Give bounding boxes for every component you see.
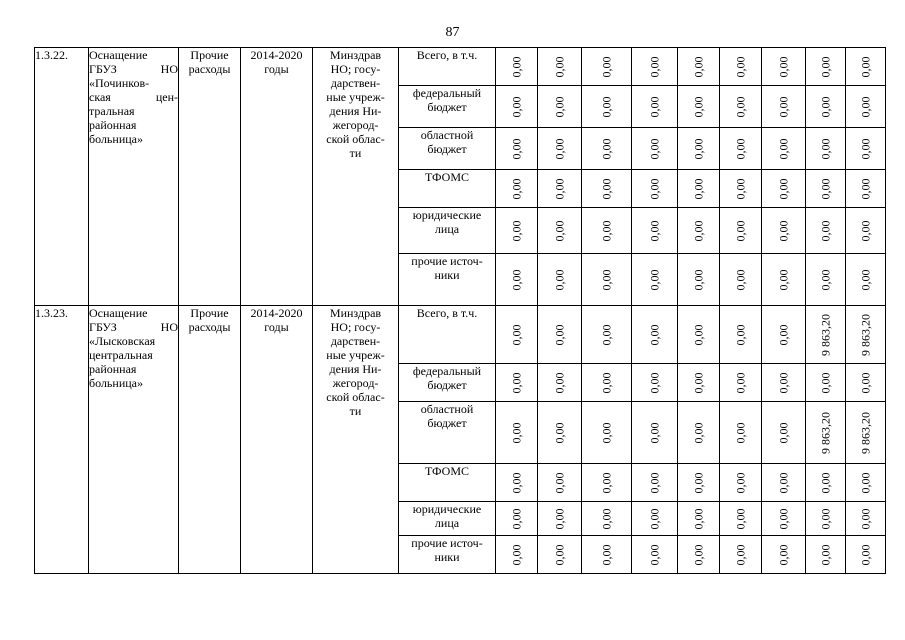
value-text: 0,00 bbox=[599, 96, 613, 117]
value-cell bbox=[762, 208, 806, 254]
value-cell bbox=[632, 306, 678, 364]
value-cell bbox=[496, 502, 538, 536]
value-cell bbox=[538, 128, 582, 170]
value-text: 0,00 bbox=[858, 508, 872, 529]
value-text: 0,00 bbox=[509, 138, 523, 159]
value-text: 0,00 bbox=[776, 269, 790, 290]
value-cell bbox=[720, 128, 762, 170]
value-text: 0,00 bbox=[509, 178, 523, 199]
value-text: 0,00 bbox=[691, 372, 705, 393]
text-line: юридические bbox=[412, 502, 482, 516]
value-cell bbox=[678, 502, 720, 536]
value-cell bbox=[678, 464, 720, 502]
value-cell bbox=[538, 364, 582, 402]
text-line: лица bbox=[434, 222, 460, 236]
value-cell bbox=[582, 170, 632, 208]
value-cell bbox=[846, 208, 886, 254]
value-cell bbox=[720, 254, 762, 306]
value-text: 0,00 bbox=[509, 372, 523, 393]
item-name-line: ГБУЗ НО bbox=[89, 62, 178, 76]
value-text: 0,00 bbox=[818, 220, 832, 241]
value-text: 0,00 bbox=[509, 508, 523, 529]
expense-type bbox=[179, 48, 241, 306]
text-line: федеральный bbox=[412, 364, 482, 378]
value-text: 0,00 bbox=[733, 422, 747, 443]
value-text: 0,00 bbox=[776, 472, 790, 493]
value-text: 0,00 bbox=[552, 138, 566, 159]
text-line: НО; госу- bbox=[330, 62, 381, 76]
value-cell bbox=[846, 306, 886, 364]
value-text: 0,00 bbox=[552, 269, 566, 290]
text-line: годы bbox=[264, 320, 289, 334]
text-line: 2014-2020 bbox=[250, 306, 303, 320]
text-line: бюджет bbox=[427, 142, 467, 156]
funding-source bbox=[399, 306, 496, 364]
value-cell bbox=[632, 208, 678, 254]
value-cell bbox=[678, 536, 720, 574]
value-cell bbox=[846, 402, 886, 464]
item-name-line: районная bbox=[89, 118, 137, 132]
text-line: 2014-2020 bbox=[250, 48, 303, 62]
text-line: ской облас- bbox=[326, 132, 385, 146]
value-text: 0,00 bbox=[599, 138, 613, 159]
text-line: ные учреж- bbox=[326, 90, 385, 104]
value-cell bbox=[678, 86, 720, 128]
value-text: 9 863,20 bbox=[858, 411, 872, 454]
value-cell bbox=[582, 402, 632, 464]
value-text: 0,00 bbox=[858, 372, 872, 393]
funding-table bbox=[34, 47, 886, 574]
value-cell bbox=[762, 170, 806, 208]
value-text: 0,00 bbox=[776, 372, 790, 393]
value-cell bbox=[538, 48, 582, 86]
value-text: 0,00 bbox=[858, 96, 872, 117]
value-text: 0,00 bbox=[552, 56, 566, 77]
value-cell bbox=[720, 86, 762, 128]
value-text: 0,00 bbox=[647, 508, 661, 529]
value-cell bbox=[720, 536, 762, 574]
table-row bbox=[35, 48, 886, 86]
value-text: 0,00 bbox=[552, 544, 566, 565]
value-cell bbox=[806, 48, 846, 86]
item-name-line: Оснащение bbox=[89, 306, 148, 320]
value-text: 0,00 bbox=[858, 472, 872, 493]
value-text: 0,00 bbox=[599, 324, 613, 345]
item-name-line: ская цен- bbox=[89, 90, 178, 104]
value-text: 0,00 bbox=[776, 422, 790, 443]
value-text: 0,00 bbox=[599, 178, 613, 199]
value-cell bbox=[538, 170, 582, 208]
value-cell bbox=[720, 402, 762, 464]
value-text: 0,00 bbox=[733, 544, 747, 565]
item-number: 1.3.22. bbox=[35, 48, 89, 306]
value-text: 0,00 bbox=[509, 269, 523, 290]
value-cell bbox=[496, 254, 538, 306]
period bbox=[241, 48, 313, 306]
value-cell bbox=[678, 306, 720, 364]
value-text: 0,00 bbox=[733, 269, 747, 290]
value-cell bbox=[720, 208, 762, 254]
value-cell bbox=[582, 502, 632, 536]
value-cell bbox=[678, 254, 720, 306]
value-cell bbox=[632, 86, 678, 128]
value-cell bbox=[846, 86, 886, 128]
value-cell bbox=[846, 536, 886, 574]
text-line: годы bbox=[264, 62, 289, 76]
text-line: областной bbox=[420, 402, 474, 416]
text-line: ской облас- bbox=[326, 390, 385, 404]
value-cell bbox=[496, 170, 538, 208]
value-text: 0,00 bbox=[776, 56, 790, 77]
value-text: 0,00 bbox=[818, 56, 832, 77]
value-text: 0,00 bbox=[599, 422, 613, 443]
value-text: 0,00 bbox=[647, 472, 661, 493]
value-text: 0,00 bbox=[691, 269, 705, 290]
text-line: расходы bbox=[188, 62, 231, 76]
text-line: Всего, в т.ч. bbox=[416, 306, 478, 320]
value-cell bbox=[496, 48, 538, 86]
text-line: бюджет bbox=[427, 378, 467, 392]
value-cell bbox=[806, 464, 846, 502]
text-line: Минздрав bbox=[329, 48, 382, 62]
item-name-line: «Лысковская bbox=[89, 334, 156, 348]
item-number: 1.3.23. bbox=[35, 306, 89, 574]
value-text: 0,00 bbox=[776, 508, 790, 529]
value-text: 0,00 bbox=[858, 138, 872, 159]
funding-source bbox=[399, 128, 496, 170]
item-name-line: больница» bbox=[89, 376, 143, 390]
value-cell bbox=[496, 306, 538, 364]
value-text: 0,00 bbox=[733, 56, 747, 77]
value-cell bbox=[720, 464, 762, 502]
value-cell bbox=[496, 464, 538, 502]
value-text: 0,00 bbox=[599, 56, 613, 77]
value-text: 0,00 bbox=[818, 178, 832, 199]
value-cell bbox=[762, 364, 806, 402]
value-text: 0,00 bbox=[776, 138, 790, 159]
text-line: ные учреж- bbox=[326, 348, 385, 362]
value-text: 0,00 bbox=[552, 472, 566, 493]
value-text: 0,00 bbox=[599, 472, 613, 493]
value-cell bbox=[538, 502, 582, 536]
value-text: 0,00 bbox=[691, 324, 705, 345]
text-line: лица bbox=[434, 516, 460, 530]
value-cell bbox=[762, 464, 806, 502]
value-text: 0,00 bbox=[509, 96, 523, 117]
value-text: 0,00 bbox=[647, 324, 661, 345]
value-text: 0,00 bbox=[552, 96, 566, 117]
value-cell bbox=[720, 364, 762, 402]
value-text: 0,00 bbox=[733, 372, 747, 393]
value-cell bbox=[632, 254, 678, 306]
value-text: 0,00 bbox=[691, 96, 705, 117]
value-text: 0,00 bbox=[691, 138, 705, 159]
text-line: дения Ни- bbox=[329, 362, 382, 376]
value-cell bbox=[496, 536, 538, 574]
funding-source bbox=[399, 86, 496, 128]
value-cell bbox=[678, 170, 720, 208]
funding-source bbox=[399, 402, 496, 464]
value-text: 0,00 bbox=[647, 96, 661, 117]
value-text: 0,00 bbox=[691, 178, 705, 199]
value-text: 0,00 bbox=[776, 544, 790, 565]
value-text: 0,00 bbox=[647, 544, 661, 565]
value-text: 0,00 bbox=[733, 138, 747, 159]
text-line: жегород- bbox=[332, 376, 379, 390]
value-text: 0,00 bbox=[691, 422, 705, 443]
item-name bbox=[89, 48, 179, 306]
value-cell bbox=[632, 48, 678, 86]
text-line: дарствен- bbox=[330, 334, 381, 348]
value-text: 0,00 bbox=[818, 508, 832, 529]
value-cell bbox=[582, 364, 632, 402]
text-line: юридические bbox=[412, 208, 482, 222]
value-text: 0,00 bbox=[776, 178, 790, 199]
value-text: 0,00 bbox=[733, 472, 747, 493]
value-cell bbox=[582, 208, 632, 254]
value-cell bbox=[762, 306, 806, 364]
value-cell bbox=[846, 502, 886, 536]
value-cell bbox=[806, 170, 846, 208]
value-text: 0,00 bbox=[818, 472, 832, 493]
value-text: 0,00 bbox=[647, 178, 661, 199]
funding-source bbox=[399, 502, 496, 536]
value-cell bbox=[538, 254, 582, 306]
value-cell bbox=[582, 128, 632, 170]
value-cell bbox=[632, 502, 678, 536]
value-cell bbox=[762, 48, 806, 86]
text-line: жегород- bbox=[332, 118, 379, 132]
value-text: 9 863,20 bbox=[858, 313, 872, 356]
value-text: 0,00 bbox=[552, 324, 566, 345]
page-number: 87 bbox=[445, 25, 460, 40]
value-text: 0,00 bbox=[509, 544, 523, 565]
funding-source bbox=[399, 364, 496, 402]
executor bbox=[313, 48, 399, 306]
table-row bbox=[35, 306, 886, 364]
value-text: 0,00 bbox=[691, 472, 705, 493]
value-cell bbox=[582, 48, 632, 86]
value-text: 0,00 bbox=[509, 220, 523, 241]
value-cell bbox=[632, 536, 678, 574]
value-text: 0,00 bbox=[776, 220, 790, 241]
text-line: ники bbox=[434, 550, 460, 564]
value-text: 0,00 bbox=[509, 324, 523, 345]
funding-source bbox=[399, 536, 496, 574]
value-text: 0,00 bbox=[691, 508, 705, 529]
value-cell bbox=[846, 170, 886, 208]
value-text: 0,00 bbox=[776, 96, 790, 117]
value-cell bbox=[496, 86, 538, 128]
value-cell bbox=[762, 502, 806, 536]
text-line: Прочие bbox=[190, 48, 229, 62]
text-line: дения Ни- bbox=[329, 104, 382, 118]
value-text: 0,00 bbox=[509, 56, 523, 77]
value-text: 0,00 bbox=[647, 269, 661, 290]
value-cell bbox=[720, 48, 762, 86]
value-cell bbox=[678, 364, 720, 402]
value-cell bbox=[846, 464, 886, 502]
value-cell bbox=[582, 536, 632, 574]
value-cell bbox=[806, 86, 846, 128]
value-cell bbox=[762, 254, 806, 306]
value-text: 0,00 bbox=[599, 508, 613, 529]
text-line: дарствен- bbox=[330, 76, 381, 90]
value-cell bbox=[496, 402, 538, 464]
value-cell bbox=[678, 48, 720, 86]
value-text: 0,00 bbox=[552, 178, 566, 199]
item-name-line: больница» bbox=[89, 132, 143, 146]
value-cell bbox=[582, 254, 632, 306]
expense-type bbox=[179, 306, 241, 574]
text-line: ТФОМС bbox=[424, 464, 470, 478]
value-cell bbox=[846, 48, 886, 86]
value-text: 0,00 bbox=[691, 544, 705, 565]
value-cell bbox=[806, 254, 846, 306]
value-text: 0,00 bbox=[647, 56, 661, 77]
value-cell bbox=[632, 128, 678, 170]
value-cell bbox=[632, 364, 678, 402]
value-cell bbox=[806, 364, 846, 402]
value-cell bbox=[538, 86, 582, 128]
value-cell bbox=[806, 402, 846, 464]
value-text: 0,00 bbox=[647, 138, 661, 159]
value-cell bbox=[496, 364, 538, 402]
text-line: ти bbox=[349, 404, 362, 418]
text-line: Всего, в т.ч. bbox=[416, 48, 478, 62]
value-cell bbox=[538, 402, 582, 464]
text-line: расходы bbox=[188, 320, 231, 334]
value-text: 0,00 bbox=[818, 544, 832, 565]
value-cell bbox=[806, 306, 846, 364]
value-cell bbox=[538, 536, 582, 574]
value-text: 0,00 bbox=[647, 422, 661, 443]
value-cell bbox=[762, 128, 806, 170]
value-text: 0,00 bbox=[599, 372, 613, 393]
text-line: бюджет bbox=[427, 416, 467, 430]
item-name-line: Оснащение bbox=[89, 48, 148, 62]
text-line: Прочие bbox=[190, 306, 229, 320]
item-name-line: районная bbox=[89, 362, 137, 376]
value-cell bbox=[582, 306, 632, 364]
funding-source bbox=[399, 170, 496, 208]
value-text: 0,00 bbox=[733, 508, 747, 529]
value-text: 0,00 bbox=[552, 372, 566, 393]
value-cell bbox=[846, 128, 886, 170]
value-cell bbox=[846, 364, 886, 402]
value-text: 0,00 bbox=[858, 56, 872, 77]
value-text: 0,00 bbox=[647, 372, 661, 393]
value-cell bbox=[678, 402, 720, 464]
text-line: прочие источ- bbox=[411, 536, 483, 550]
value-cell bbox=[762, 536, 806, 574]
value-cell bbox=[632, 464, 678, 502]
value-cell bbox=[496, 128, 538, 170]
text-line: ТФОМС bbox=[424, 170, 470, 184]
value-cell bbox=[720, 502, 762, 536]
value-cell bbox=[632, 402, 678, 464]
value-text: 0,00 bbox=[858, 544, 872, 565]
value-cell bbox=[538, 208, 582, 254]
value-cell bbox=[846, 254, 886, 306]
text-line: Минздрав bbox=[329, 306, 382, 320]
value-cell bbox=[538, 464, 582, 502]
item-name-line: ГБУЗ НО bbox=[89, 320, 178, 334]
value-text: 0,00 bbox=[733, 220, 747, 241]
value-cell bbox=[806, 128, 846, 170]
value-text: 0,00 bbox=[858, 178, 872, 199]
value-text: 0,00 bbox=[552, 422, 566, 443]
value-text: 0,00 bbox=[691, 56, 705, 77]
value-cell bbox=[720, 170, 762, 208]
value-text: 0,00 bbox=[776, 324, 790, 345]
funding-source bbox=[399, 48, 496, 86]
value-text: 0,00 bbox=[818, 269, 832, 290]
value-text: 0,00 bbox=[858, 220, 872, 241]
item-name-line: «Починков- bbox=[89, 76, 150, 90]
text-line: бюджет bbox=[427, 100, 467, 114]
value-cell bbox=[678, 128, 720, 170]
value-cell bbox=[632, 170, 678, 208]
value-cell bbox=[806, 502, 846, 536]
value-text: 0,00 bbox=[599, 544, 613, 565]
text-line: федеральный bbox=[412, 86, 482, 100]
value-cell bbox=[582, 464, 632, 502]
value-cell bbox=[582, 86, 632, 128]
value-text: 0,00 bbox=[599, 220, 613, 241]
text-line: областной bbox=[420, 128, 474, 142]
funding-source bbox=[399, 208, 496, 254]
value-cell bbox=[762, 86, 806, 128]
value-text: 0,00 bbox=[509, 472, 523, 493]
text-line: прочие источ- bbox=[411, 254, 483, 268]
value-text: 0,00 bbox=[733, 324, 747, 345]
text-line: ники bbox=[434, 268, 460, 282]
value-cell bbox=[806, 208, 846, 254]
value-cell bbox=[496, 208, 538, 254]
value-text: 0,00 bbox=[647, 220, 661, 241]
value-cell bbox=[678, 208, 720, 254]
period bbox=[241, 306, 313, 574]
value-text: 0,00 bbox=[552, 508, 566, 529]
item-name bbox=[89, 306, 179, 574]
value-text: 9 863,20 bbox=[818, 411, 832, 454]
value-text: 0,00 bbox=[818, 372, 832, 393]
funding-source bbox=[399, 464, 496, 502]
value-text: 0,00 bbox=[818, 96, 832, 117]
value-text: 9 863,20 bbox=[818, 313, 832, 356]
text-line: НО; госу- bbox=[330, 320, 381, 334]
value-text: 0,00 bbox=[733, 178, 747, 199]
value-cell bbox=[762, 402, 806, 464]
value-cell bbox=[806, 536, 846, 574]
funding-source bbox=[399, 254, 496, 306]
item-name-line: центральная bbox=[89, 348, 153, 362]
item-name-line: тральная bbox=[89, 104, 135, 118]
value-text: 0,00 bbox=[818, 138, 832, 159]
value-text: 0,00 bbox=[733, 96, 747, 117]
value-text: 0,00 bbox=[509, 422, 523, 443]
value-text: 0,00 bbox=[858, 269, 872, 290]
value-cell bbox=[538, 306, 582, 364]
value-text: 0,00 bbox=[552, 220, 566, 241]
value-cell bbox=[720, 306, 762, 364]
value-text: 0,00 bbox=[691, 220, 705, 241]
text-line: ти bbox=[349, 146, 362, 160]
executor bbox=[313, 306, 399, 574]
value-text: 0,00 bbox=[599, 269, 613, 290]
